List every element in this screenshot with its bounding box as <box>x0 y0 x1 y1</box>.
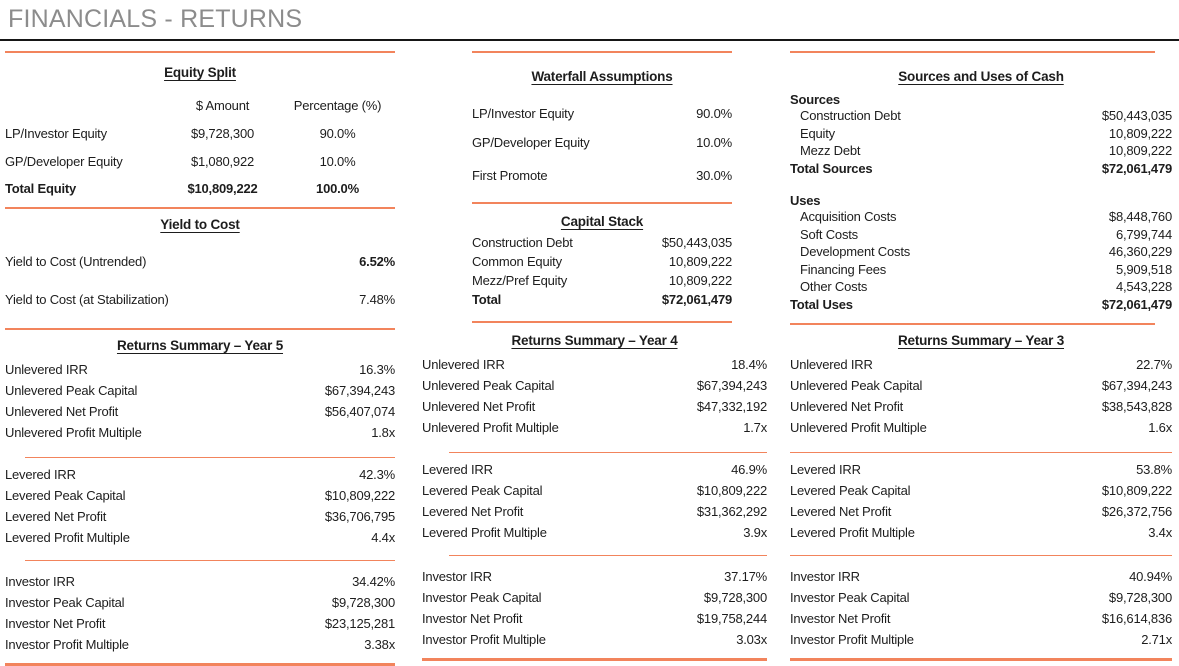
row-label: Mezz/Pref Equity <box>472 273 568 288</box>
table-row <box>790 226 1172 244</box>
table-row <box>5 527 395 548</box>
table-row <box>5 380 395 401</box>
table-row <box>5 154 395 169</box>
row-value: $67,394,243 <box>696 378 767 393</box>
table-row <box>422 566 767 587</box>
yield-to-cost-section <box>5 209 395 308</box>
row-label: Yield to Cost (at Stabilization) <box>5 292 169 307</box>
table-row <box>5 422 395 443</box>
row-value: 22.7% <box>1136 357 1172 372</box>
block-divider <box>790 452 1172 453</box>
row-label: Unlevered Profit Multiple <box>790 420 927 435</box>
row-value: 30.0% <box>696 168 732 183</box>
row-value: 34.42% <box>352 574 395 589</box>
row-value: 3.03x <box>736 632 767 647</box>
table-row <box>790 480 1172 501</box>
investor-block <box>5 571 395 655</box>
yield-to-cost-title: Yield to Cost <box>160 217 240 232</box>
table-row-total <box>5 181 395 197</box>
row-value: 1.6x <box>1148 420 1172 435</box>
row-value: $31,362,292 <box>696 504 767 519</box>
table-row <box>422 522 767 543</box>
row-label: LP/Investor Equity <box>5 126 107 141</box>
left-column <box>5 51 395 666</box>
row-value: 37.17% <box>724 569 767 584</box>
row-label: Investor Peak Capital <box>790 590 910 605</box>
block-divider <box>449 452 767 453</box>
row-value: $50,443,035 <box>661 235 732 250</box>
row-label: Investor IRR <box>5 574 75 589</box>
table-row <box>5 592 395 613</box>
block-divider <box>25 560 395 561</box>
row-value: $56,407,074 <box>324 404 395 419</box>
row-value: 16.3% <box>359 362 395 377</box>
row-value: $38,543,828 <box>1101 399 1172 414</box>
row-amount: $9,728,300 <box>190 126 255 141</box>
row-value: 1.7x <box>743 420 767 435</box>
levered-block <box>790 459 1172 543</box>
levered-block <box>5 464 395 548</box>
row-label: Levered IRR <box>422 462 493 477</box>
row-label: Investor Peak Capital <box>422 590 542 605</box>
block-divider <box>449 555 767 556</box>
returns-summary-year3-title: Returns Summary – Year 3 <box>897 333 1065 348</box>
row-pct: 90.0% <box>319 126 356 141</box>
row-value: 42.3% <box>359 467 395 482</box>
row-value: $72,061,479 <box>1101 296 1172 312</box>
table-row <box>790 243 1172 261</box>
table-row <box>472 168 732 184</box>
row-label: Investor Profit Multiple <box>5 637 129 652</box>
row-label: Total <box>472 292 502 307</box>
table-row <box>422 459 767 480</box>
row-label: Unlevered IRR <box>790 357 873 372</box>
row-label: Mezz Debt <box>800 143 861 158</box>
row-label: Unlevered Net Profit <box>422 399 536 414</box>
block-divider <box>25 457 395 458</box>
table-row <box>790 417 1172 438</box>
table-row <box>790 261 1172 279</box>
row-label: Levered Profit Multiple <box>422 525 547 540</box>
table-row-total <box>472 290 732 309</box>
table-row <box>790 375 1172 396</box>
block-divider <box>790 555 1172 556</box>
row-value: 2.71x <box>1141 632 1172 647</box>
row-value: 46,360,229 <box>1108 244 1172 259</box>
row-label: Unlevered Profit Multiple <box>5 425 142 440</box>
row-value: 6,799,744 <box>1115 226 1172 242</box>
capital-stack-title: Capital Stack <box>560 214 644 229</box>
returns-summary-year5-section <box>5 330 395 666</box>
table-row <box>422 501 767 522</box>
row-value: 5,909,518 <box>1115 261 1172 277</box>
row-label: Levered Peak Capital <box>790 483 911 498</box>
table-row <box>5 126 395 141</box>
table-row <box>422 608 767 629</box>
row-value: $50,443,035 <box>1101 108 1172 123</box>
row-label: Levered Net Profit <box>5 509 107 524</box>
table-row <box>790 629 1172 650</box>
row-value: 3.4x <box>1148 525 1172 540</box>
row-label: Total Equity <box>5 181 77 196</box>
row-value: 6.52% <box>359 254 395 269</box>
table-row <box>422 375 767 396</box>
row-value: 3.38x <box>364 637 395 652</box>
row-value: 53.8% <box>1136 462 1172 477</box>
row-label: Acquisition Costs <box>800 209 897 224</box>
row-label: Yield to Cost (Untrended) <box>5 254 147 269</box>
middle-column <box>422 51 770 666</box>
table-row <box>422 629 767 650</box>
row-label: GP/Developer Equity <box>5 154 123 169</box>
row-value: 10,809,222 <box>668 273 732 288</box>
table-row <box>5 292 395 308</box>
sources-uses-section <box>790 53 1179 313</box>
row-label: Soft Costs <box>800 226 858 242</box>
table-row <box>790 587 1172 608</box>
row-label: LP/Investor Equity <box>472 106 574 121</box>
row-value: 4,543,228 <box>1115 279 1172 294</box>
sources-uses-title: Sources and Uses of Cash <box>898 69 1064 84</box>
waterfall-title: Waterfall Assumptions <box>531 69 673 84</box>
unlevered-block <box>790 354 1172 438</box>
sources-header: Sources <box>790 92 840 107</box>
row-value: 10.0% <box>696 135 732 150</box>
row-label: Unlevered Peak Capital <box>422 378 555 393</box>
table-row <box>472 233 732 252</box>
right-column <box>790 51 1179 666</box>
report-columns <box>0 41 1179 666</box>
row-amount: $10,809,222 <box>187 181 258 196</box>
table-row <box>790 608 1172 629</box>
table-row <box>422 417 767 438</box>
row-value: $26,372,756 <box>1101 504 1172 519</box>
uses-header: Uses <box>790 193 821 208</box>
row-value: 10,809,222 <box>1108 125 1172 141</box>
investor-block <box>422 566 767 650</box>
row-value: 7.48% <box>359 292 395 307</box>
equity-pct-header: Percentage (%) <box>293 98 382 113</box>
unlevered-block <box>422 354 767 438</box>
table-row <box>5 485 395 506</box>
row-label: Financing Fees <box>800 261 887 277</box>
row-label: Investor Net Profit <box>422 611 523 626</box>
row-label: Unlevered Net Profit <box>790 399 904 414</box>
row-value: $8,448,760 <box>1108 209 1172 224</box>
investor-block <box>790 566 1172 650</box>
table-row <box>5 254 395 270</box>
row-value: $67,394,243 <box>1101 378 1172 393</box>
equity-amount-header: $ Amount <box>195 98 250 113</box>
row-label: Development Costs <box>800 244 911 259</box>
row-label: Investor Net Profit <box>790 611 891 626</box>
row-pct: 100.0% <box>316 181 359 196</box>
row-label: Investor Profit Multiple <box>790 632 914 647</box>
right-bottom-rule <box>790 658 1172 661</box>
row-label: Construction Debt <box>800 108 901 123</box>
row-label: Equity <box>800 125 835 141</box>
table-row <box>5 506 395 527</box>
row-label: Unlevered Peak Capital <box>790 378 923 393</box>
row-label: Unlevered Net Profit <box>5 404 119 419</box>
unlevered-block <box>5 359 395 443</box>
row-label: Investor IRR <box>422 569 492 584</box>
row-label: Levered Peak Capital <box>422 483 543 498</box>
table-row <box>472 106 732 122</box>
row-label: Investor Profit Multiple <box>422 632 546 647</box>
row-value: $72,061,479 <box>661 292 732 307</box>
row-value: $47,332,192 <box>696 399 767 414</box>
table-row <box>472 252 732 271</box>
capital-stack-section <box>472 204 732 309</box>
row-label: Levered Net Profit <box>790 504 892 519</box>
table-row <box>5 634 395 655</box>
row-amount: $1,080,922 <box>190 154 255 169</box>
equity-split-header-row <box>5 98 395 113</box>
row-value: $72,061,479 <box>1101 160 1172 176</box>
middle-bottom-rule <box>422 658 767 661</box>
row-value: 1.8x <box>371 425 395 440</box>
row-value: $10,809,222 <box>1101 483 1172 498</box>
row-label: Investor Peak Capital <box>5 595 125 610</box>
row-value: $67,394,243 <box>324 383 395 398</box>
row-value: $9,728,300 <box>703 590 767 605</box>
table-row <box>790 354 1172 375</box>
table-row <box>5 401 395 422</box>
row-label: Investor IRR <box>790 569 860 584</box>
table-row <box>790 396 1172 417</box>
returns-summary-year4-section <box>422 323 770 661</box>
table-row <box>5 359 395 380</box>
total-uses-row <box>790 296 1172 314</box>
total-sources-row <box>790 160 1172 178</box>
table-row <box>790 522 1172 543</box>
row-label: Levered Profit Multiple <box>5 530 130 545</box>
table-row <box>422 354 767 375</box>
row-label: Common Equity <box>472 254 562 269</box>
row-label: Total Uses <box>790 296 853 312</box>
table-row <box>422 396 767 417</box>
row-value: 3.9x <box>743 525 767 540</box>
equity-split-title: Equity Split <box>164 65 236 80</box>
table-row <box>5 464 395 485</box>
row-value: $10,809,222 <box>696 483 767 498</box>
row-label: Levered Profit Multiple <box>790 525 915 540</box>
row-value: $9,728,300 <box>1108 590 1172 605</box>
row-label: Investor Net Profit <box>5 616 106 631</box>
returns-summary-year5-title: Returns Summary – Year 5 <box>116 338 284 353</box>
row-label: Unlevered IRR <box>422 357 505 372</box>
capital-stack-rows <box>472 233 732 309</box>
row-pct: 10.0% <box>319 154 356 169</box>
returns-summary-year4-title: Returns Summary – Year 4 <box>511 333 678 348</box>
waterfall-assumptions-section <box>472 53 732 184</box>
table-row <box>5 613 395 634</box>
row-value: $19,758,244 <box>696 611 767 626</box>
levered-block <box>422 459 767 543</box>
row-value: 18.4% <box>731 357 767 372</box>
table-row <box>472 135 732 151</box>
equity-split-section <box>5 53 395 197</box>
row-label: Levered Net Profit <box>422 504 524 519</box>
row-label: Unlevered Peak Capital <box>5 383 138 398</box>
table-row <box>790 459 1172 480</box>
table-row <box>5 571 395 592</box>
table-row <box>790 566 1172 587</box>
row-value: 40.94% <box>1129 569 1172 584</box>
table-row <box>422 480 767 501</box>
table-row <box>790 107 1172 125</box>
row-value: 10,809,222 <box>1108 143 1172 158</box>
row-value: $36,706,795 <box>324 509 395 524</box>
table-row <box>790 501 1172 522</box>
row-value: $9,728,300 <box>331 595 395 610</box>
table-row <box>790 278 1172 296</box>
row-label: Levered IRR <box>5 467 76 482</box>
row-value: $10,809,222 <box>324 488 395 503</box>
row-value: 90.0% <box>696 106 732 121</box>
row-label: Unlevered Profit Multiple <box>422 420 559 435</box>
table-row <box>472 271 732 290</box>
row-label: GP/Developer Equity <box>472 135 590 150</box>
row-value: 46.9% <box>731 462 767 477</box>
row-value: $23,125,281 <box>324 616 395 631</box>
table-row <box>790 125 1172 143</box>
row-label: Unlevered IRR <box>5 362 88 377</box>
uses-rows <box>790 208 1172 296</box>
row-label: Total Sources <box>790 160 873 176</box>
row-label: First Promote <box>472 168 548 183</box>
middle-inset <box>472 51 732 323</box>
returns-summary-year3-section <box>790 325 1179 661</box>
table-row <box>790 208 1172 226</box>
row-label: Other Costs <box>800 279 868 294</box>
row-label: Levered IRR <box>790 462 861 477</box>
table-row <box>790 142 1172 160</box>
table-row <box>422 587 767 608</box>
sources-rows <box>790 107 1172 160</box>
row-label: Construction Debt <box>472 235 573 250</box>
row-value: 10,809,222 <box>668 254 732 269</box>
page-title: FINANCIALS - RETURNS <box>8 5 303 33</box>
row-value: $16,614,836 <box>1101 611 1172 626</box>
row-value: 4.4x <box>371 530 395 545</box>
row-label: Levered Peak Capital <box>5 488 126 503</box>
